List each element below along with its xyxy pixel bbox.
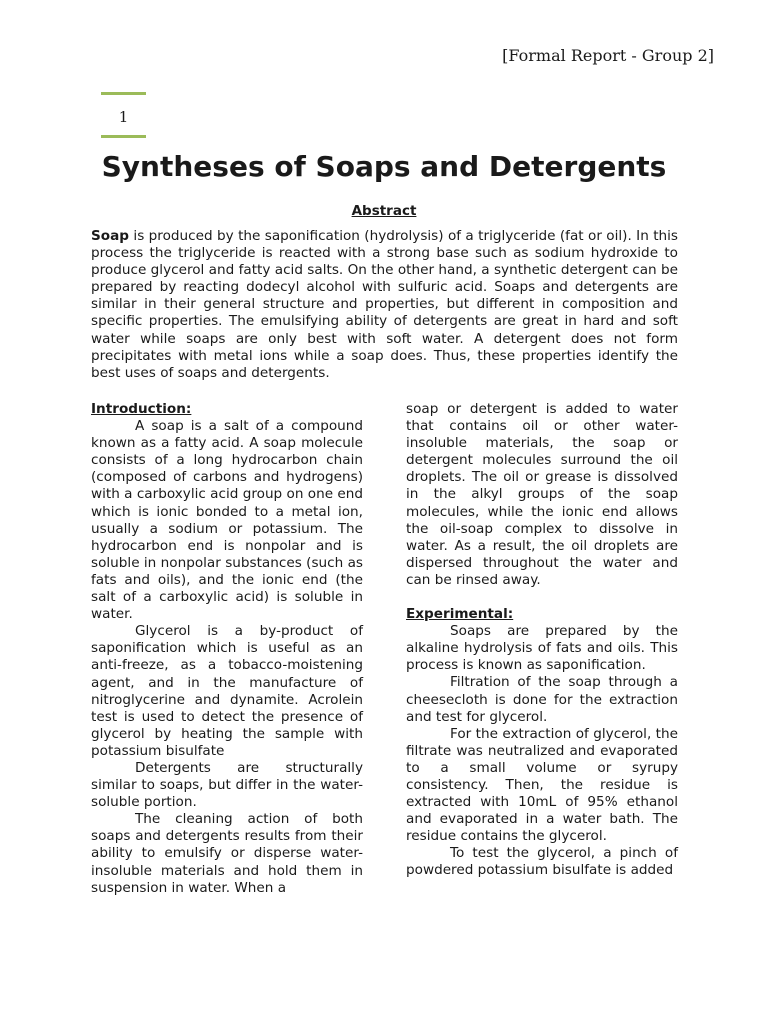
- page-number-top-rule: [101, 92, 146, 95]
- page-number-bottom-rule: [101, 135, 146, 138]
- experimental-heading: Experimental:: [406, 606, 514, 623]
- document-title: Syntheses of Soaps and Detergents: [101, 150, 667, 183]
- page-number: 1: [118, 108, 129, 126]
- report-header-tag: [Formal Report - Group 2]: [502, 46, 714, 65]
- abstract-heading: Abstract: [351, 203, 417, 219]
- abstract-lead-term: Soap: [91, 228, 130, 244]
- experimental-paragraph: Soaps are prepared by the alkaline hydrolysis of fats and oils. This process is known as saponification.: [406, 623, 678, 674]
- introduction-paragraph-continued: soap or detergent is added to water that contains oil or other water-insoluble materials, the soap or detergent molecules surround the oil droplets. The oil or grease is dissolved in the alkyl groups of the soap molecules, while the ionic end allows the oil-soap complex to dissolve in water. As a result, the oil droplets are dispersed throughout the water and can be rinsed away.: [406, 401, 678, 588]
- introduction-paragraph: A soap is a salt of a compound known as a fatty acid. A soap molecule consists of a long hydrocarbon chain (composed of carbons and hydrogens) with a carboxylic acid group on one end which is ionic bonded to a metal ion, usually a sodium or potassium. The hydrocarbon end is nonpolar and is soluble in nonpolar substances (such as fats and oils), and the ionic end (the salt of a carboxylic acid) is soluble in water.: [91, 418, 363, 623]
- introduction-paragraph: Glycerol is a by-product of saponification which is useful as an anti-freeze, as a tobacco-moistening agent, and in the manufacture of nitroglycerine and dynamite. Acrolein test is used to detect the presence of glycerol by heating the sample with potassium bisulfate: [91, 623, 363, 759]
- experimental-paragraph: Filtration of the soap through a cheesecloth is done for the extraction and test for glycerol.: [406, 674, 678, 725]
- abstract-body: [91, 228, 678, 382]
- abstract-text: is produced by the saponification (hydrolysis) of a triglyceride (fat or oil). In this process the triglyceride is reacted with a strong base such as sodium hydroxide to produce glycerol and fatty acid salts. On the other hand, a synthetic detergent can be prepared by reacting dodecyl alcohol with sulfuric acid. Soaps and detergents are similar in their general structure and properties, but different in composition and specific properties. The emulsifying ability of detergents are great in hard and soft water while soaps are only best with soft water. A detergent does not form precipitates with metal ions while a soap does. Thus, these properties identify the best uses of soaps and detergents.: [91, 228, 678, 381]
- experimental-paragraph: For the extraction of glycerol, the filtrate was neutralized and evaporated to a small volume or syrupy consistency. Then, the residue is extracted with 10mL of 95% ethanol and evaporated in a water bath. The residue contains the glycerol.: [406, 725, 678, 845]
- introduction-paragraph: Detergents are structurally similar to soaps, but differ in the water-soluble portion.: [91, 759, 363, 811]
- page-number-block: [101, 92, 146, 138]
- introduction-paragraph: The cleaning action of both soaps and detergents results from their ability to emulsify or disperse water-insoluble materials and hold them in suspension in water. When a: [91, 811, 363, 896]
- section-spacer: [406, 589, 678, 606]
- introduction-heading: Introduction:: [91, 401, 192, 417]
- left-column: [91, 401, 363, 897]
- experimental-paragraph: To test the glycerol, a pinch of powdered potassium bisulfate is added: [406, 845, 678, 879]
- right-column: [406, 401, 678, 880]
